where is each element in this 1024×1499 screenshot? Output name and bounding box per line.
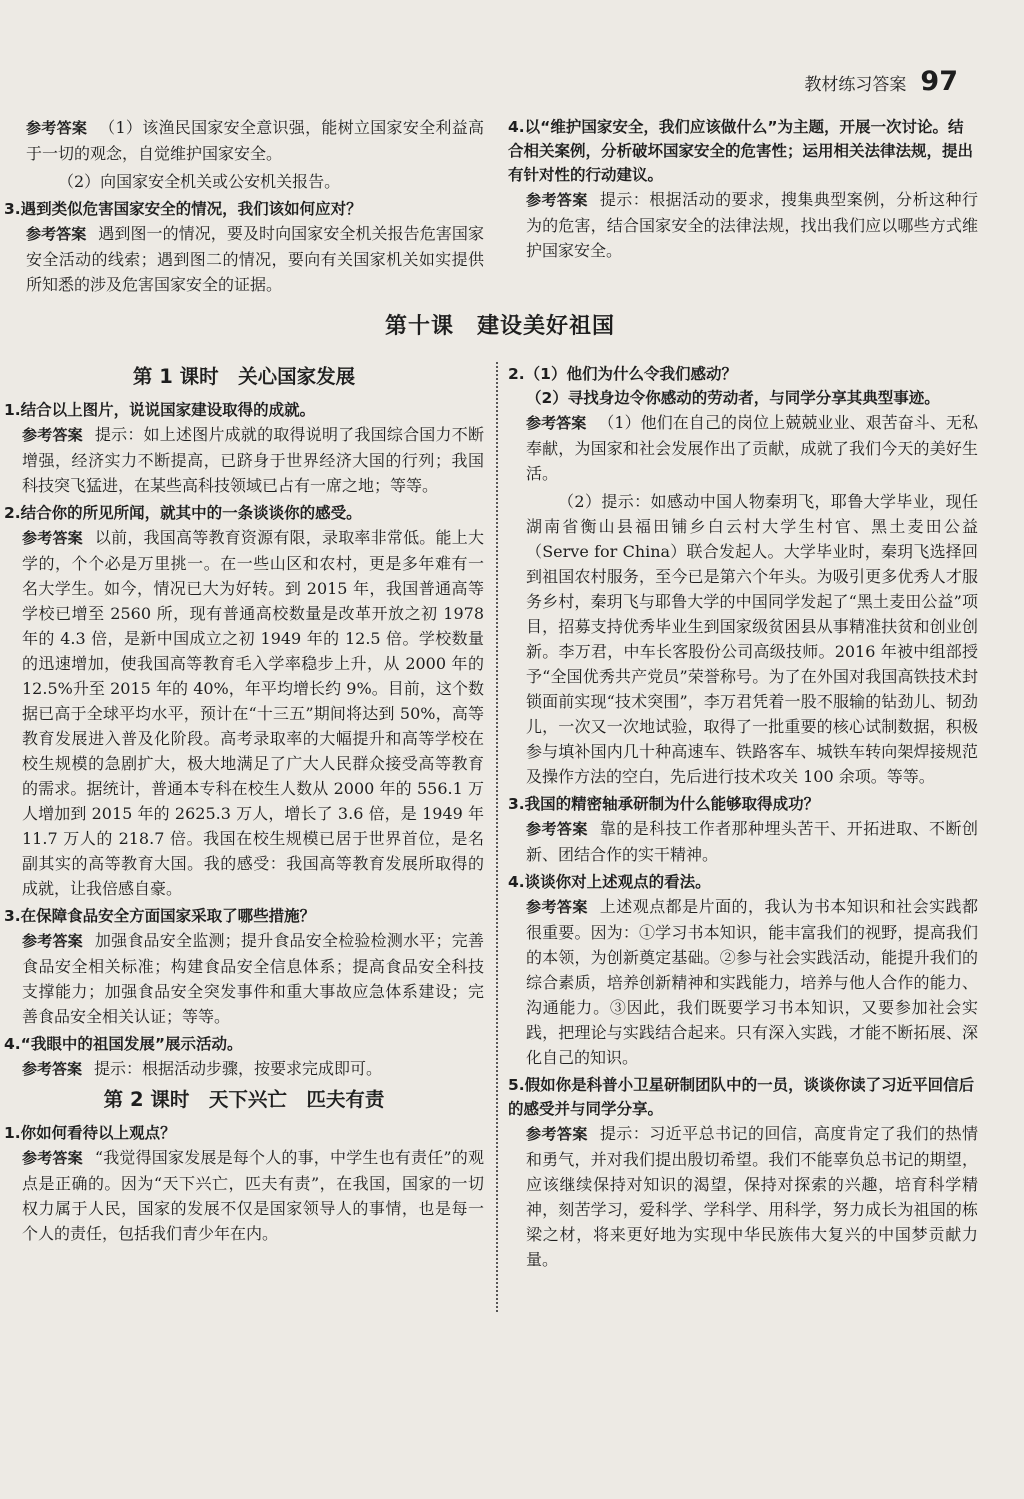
answer-paragraph [4,1145,484,1246]
question: 3.我国的精密轴承研制为什么能够取得成功？ [508,795,820,813]
question: 2.（1）他们为什么令我们感动？ [508,365,737,383]
answer-label: 参考答案 [22,1060,83,1078]
answer-text: （2）提示：如感动中国人物秦玥飞，耶鲁大学毕业，现任湖南省衡山县福田铺乡白云村大学生村官、黑土麦田公益（Serve for China）联合发起人。大学毕业时，秦玥飞选择回到祖国农村服务，至今已是第六个年头。为吸引更多优秀人才服务乡村，秦玥飞与耶鲁大学的中国同学发起了“黑土麦田公益”项目，招募支持优秀毕业生到国家级贫困县从事精准扶贫和创业创新。李万君，中车长客股份公司高级技师。2016 年被中组部授予“全国优秀共产党员”荣誉称号。为了在外国对我国高铁技术封锁面前实现“技术突围”，李万君凭着一股不服输的钻劲儿、韧劲儿，一次又一次地试验，取得了一批重要的核心试制数据，积极参与填补国内几十种高速车、铁路客车、城铁车转向架焊接规范及操作方法的空白，先后进行技术攻关 100 余项。等等。 [526,492,978,786]
question: 1.你如何看待以上观点？ [4,1124,176,1142]
answer-paragraph [4,1056,484,1082]
column-divider [496,362,498,1312]
question-4: 4.以“维护国家安全，我们应该做什么”为主题，开展一次讨论。结合相关案例，分析破坏国家安全的危害性；运用相关法律法规，提出有针对性的行动建议。 [508,118,974,184]
question: 3.在保障食品安全方面国家采取了哪些措施？ [4,907,316,925]
answer-paragraph [508,816,978,867]
answer-paragraph [508,894,978,1070]
answer-paragraph [4,422,484,498]
answer-label: 参考答案 [526,898,588,916]
answer-label: 参考答案 [22,426,83,444]
left-column [4,362,484,1249]
answer-paragraph [508,410,978,486]
answer-text: （2）向国家安全机关或公安机关报告。 [58,172,341,191]
answer-paragraph [508,1121,978,1272]
header-label: 教材练习答案 [804,75,907,95]
lesson-title: 第十课 建设美好祖国 [384,314,615,339]
top-right-block [508,115,978,266]
answer-label: 参考答案 [26,225,87,243]
answer-label: 参考答案 [526,820,588,838]
answer-label: 参考答案 [526,1125,588,1143]
page-header [804,66,958,97]
answer-paragraph [508,187,978,263]
answer-paragraph [4,928,484,1029]
top-left-block [4,115,484,300]
answer-text: 加强食品安全监测；提升食品安全检验检测水平；完善食品安全相关标准；构建食品安全信息体系；提高食品安全科技支撑能力；加强食品安全突发事件和重大事故应急体系建设；完善食品安全相关认证；等等。 [22,931,484,1026]
answer-text: （1）他们在自己的岗位上兢兢业业、艰苦奋斗、无私奉献，为国家和社会发展作出了贡献，成就了我们今天的美好生活。 [526,413,978,483]
answer-label: 参考答案 [526,414,587,432]
question: 4.“我眼中的祖国发展”展示活动。 [4,1035,243,1053]
question: 4.谈谈你对上述观点的看法。 [508,873,711,891]
answer-text: 提示：根据活动步骤，按要求完成即可。 [94,1059,383,1078]
question: 5.假如你是科普小卫星研制团队中的一员，谈谈你读了习近平回信后的感受并与同学分享。 [508,1076,975,1118]
question: （2）寻找身边令你感动的劳动者，与同学分享其典型事迹。 [526,389,940,407]
answer-text: 以前，我国高等教育资源有限，录取率非常低。能上大学的，个个必是万里挑一。在一些山区和农村，更是多年难有一名大学生。如今，情况已大为好转。到 2015 年，我国普通高等学校已增至 2560 所，现有普通高校数量是改革开放之初 1978 年的 4.3 倍，是新中国成立之初 1949 年的 12.5 倍。学校数量的迅速增加，使我国高等教育毛入学率稳步上升，从 2000 年的 12.5%升至 2015 年的 40%，年平均增长约 9%。目前，这个数据已高于全球平均水平，预计在“十三五”期间将达到 50%，高等教育发展进入普及化阶段。高考录取率的大幅提升和高等学校在校生规模的急剧扩大，极大地满足了广大人民群众接受高等教育的需求。据统计，普通本专科在校生人数从 2000 年的 556.1 万人增加到 2015 年的 2625.3 万人，增长了 3.6 倍，是 1949 年 11.7 万人的 218.7 倍。我国在校生规模已居于世界首位，是名副其实的高等教育大国。我的感受：我国高等教育发展所取得的成就，让我倍感自豪。 [22,528,484,898]
answer-label: 参考答案 [26,119,88,137]
right-column [508,362,978,1275]
answer-text: 提示：如上述图片成就的取得说明了我国综合国力不断增强，经济实力不断提高，已跻身于世界经济大国的行列；我国科技突飞猛进，在某些高科技领域已占有一席之地；等等。 [22,425,484,495]
answer-text: 提示：根据活动的要求，搜集典型案例，分析这种行为的危害，结合国家安全的法律法规，找出我们应以哪些方式维护国家安全。 [526,190,978,260]
answer-text: 遇到图一的情况，要及时向国家安全机关报告危害国家安全活动的线索；遇到图二的情况，要向有关国家机关如实提供所知悉的涉及危害国家安全的证据。 [26,224,484,294]
answer-text: 提示：习近平总书记的回信，高度肯定了我们的热情和勇气，并对我们提出殷切希望。我们不能辜负总书记的期望，应该继续保持对知识的渴望，保持对探索的兴趣，培育科学精神，刻苦学习，爱科学、学科学、用科学，努力成长为祖国的栋梁之材，将来更好地为实现中华民族伟大复兴的中国梦贡献力量。 [526,1124,978,1269]
answer-text: 上述观点都是片面的，我认为书本知识和社会实践都很重要。因为：①学习书本知识，能丰富我们的视野，提高我们的本领，为创新奠定基础。②参与社会实践活动，能提升我们的综合素质，培养创新精神和实践能力，培养与他人合作的能力、沟通能力。③因此，我们既要学习书本知识，又要参加社会实践，把理论与实践结合起来。只有深入实践，才能不断拓展、深化自己的知识。 [526,897,978,1067]
answer-text: （1）该渔民国家安全意识强，能树立国家安全利益高于一切的观念，自觉维护国家安全。 [26,118,484,163]
section-title: 第 1 课时 关心国家发展 [132,365,356,388]
page-number: 97 [920,66,958,97]
question-3: 3.遇到类似危害国家安全的情况，我们该如何应对？ [4,200,362,218]
answer-paragraph [4,115,484,166]
answer-label: 参考答案 [22,932,83,950]
answer-text: 靠的是科技工作者那种埋头苦干、开拓进取、不断创新、团结合作的实干精神。 [526,819,978,864]
answer-paragraph [4,525,484,901]
section-title: 第 2 课时 天下兴亡 匹夫有责 [103,1088,385,1111]
question: 2.结合你的所见所闻，就其中的一条谈谈你的感受。 [4,504,362,522]
answer-label: 参考答案 [22,529,83,547]
answer-text: “我觉得国家发展是每个人的事，中学生也有责任”的观点是正确的。因为“天下兴亡，匹夫有责”，在我国，国家的一切权力属于人民，国家的发展不仅是国家领导人的事情，也是每一个人的责任，包括我们青少年在内。 [22,1148,484,1243]
question: 1.结合以上图片，说说国家建设取得的成就。 [4,401,316,419]
answer-label: 参考答案 [22,1149,83,1167]
answer-paragraph [4,221,484,297]
answer-label: 参考答案 [526,191,588,209]
